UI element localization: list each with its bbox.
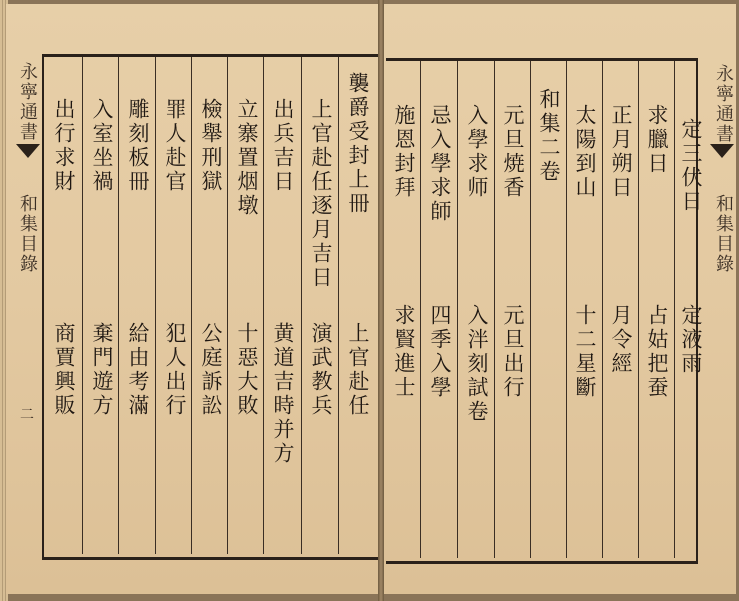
toc-entry-top: 求臘日: [645, 104, 669, 176]
right-page-column-rule: [420, 61, 421, 558]
right-margin-section-title: 和集目錄: [713, 194, 734, 274]
left-page-number: 二: [20, 407, 34, 423]
left-page-frame-edge: [42, 54, 44, 560]
left-margin-book-title: 永寧通書: [17, 62, 38, 142]
toc-entry-bottom: 入泮刻試卷: [465, 304, 489, 424]
left-page-column-rule: [227, 57, 228, 554]
toc-entry-bottom: 求賢進士: [392, 304, 416, 400]
toc-entry-top: 上官赴任逐月吉日: [309, 98, 333, 290]
toc-entry-top: 元旦焼香: [501, 104, 525, 200]
toc-entry-bottom: 犯人出行: [163, 322, 187, 418]
right-page-column-rule: [494, 61, 495, 558]
fish-tail-mark: [710, 144, 734, 158]
toc-entry-bottom: 黄道吉時并方: [271, 322, 295, 466]
left-page-column-rule: [82, 57, 83, 554]
left-page: [6, 4, 379, 594]
right-page-column-rule: [457, 61, 458, 558]
toc-entry-top: 襲爵受封上冊: [346, 72, 370, 216]
right-page-column-rule: [602, 61, 603, 558]
left-page-column-rule: [118, 57, 119, 554]
left-page-column-rule: [155, 57, 156, 554]
toc-entry-top: 正月朔日: [609, 104, 633, 200]
right-page-column-rule: [566, 61, 567, 558]
toc-entry-top: 出兵吉日: [271, 98, 295, 194]
toc-entry-top: 入室坐禍: [90, 98, 114, 194]
toc-entry-top: 太陽到山: [573, 104, 597, 200]
toc-entry-bottom: 定液雨: [679, 304, 703, 376]
toc-entry-bottom: 棄門遊方: [90, 322, 114, 418]
left-page-column-rule: [191, 57, 192, 554]
left-page-column-rule: [338, 57, 339, 554]
toc-entry-bottom: 演武教兵: [309, 322, 333, 418]
left-margin-section-title: 和集目錄: [17, 194, 38, 274]
left-page-column-rule: [263, 57, 264, 554]
right-page-column-rule: [530, 61, 531, 558]
toc-entry-top: 定三伏日: [679, 118, 703, 214]
toc-entry-top: 罪人赴官: [163, 98, 187, 194]
toc-entry-top: 忌入學求師: [428, 104, 452, 224]
volume-heading: 和集二卷: [537, 88, 561, 184]
toc-entry-top: 入學求师: [465, 104, 489, 200]
right-page-column-rule: [674, 61, 675, 558]
right-margin-book-title: 永寧通書: [713, 64, 734, 144]
toc-entry-top: 雕刻板冊: [126, 98, 150, 194]
toc-entry-bottom: 上官赴任: [346, 322, 370, 418]
toc-entry-bottom: 公庭訴訟: [199, 322, 223, 418]
toc-entry-bottom: 給由考滿: [126, 322, 150, 418]
toc-entry-bottom: 元旦出行: [501, 304, 525, 400]
toc-entry-bottom: 四季入學: [428, 304, 452, 400]
left-page-column-rule: [301, 57, 302, 554]
fish-tail-mark: [16, 144, 40, 158]
toc-entry-bottom: 商賈興販: [52, 322, 76, 418]
toc-entry-bottom: 月令經: [609, 304, 633, 376]
toc-entry-bottom: 十惡大敗: [235, 322, 259, 418]
toc-entry-bottom: 十二星斷: [573, 304, 597, 400]
toc-entry-top: 檢舉刑獄: [199, 98, 223, 194]
toc-entry-top: 施恩封拜: [392, 104, 416, 200]
toc-entry-top: 立寨置烟墩: [235, 98, 259, 218]
toc-entry-bottom: 占姑把蚕: [645, 304, 669, 400]
right-page: [384, 4, 736, 594]
toc-entry-top: 出行求財: [52, 98, 76, 194]
right-page-column-rule: [638, 61, 639, 558]
